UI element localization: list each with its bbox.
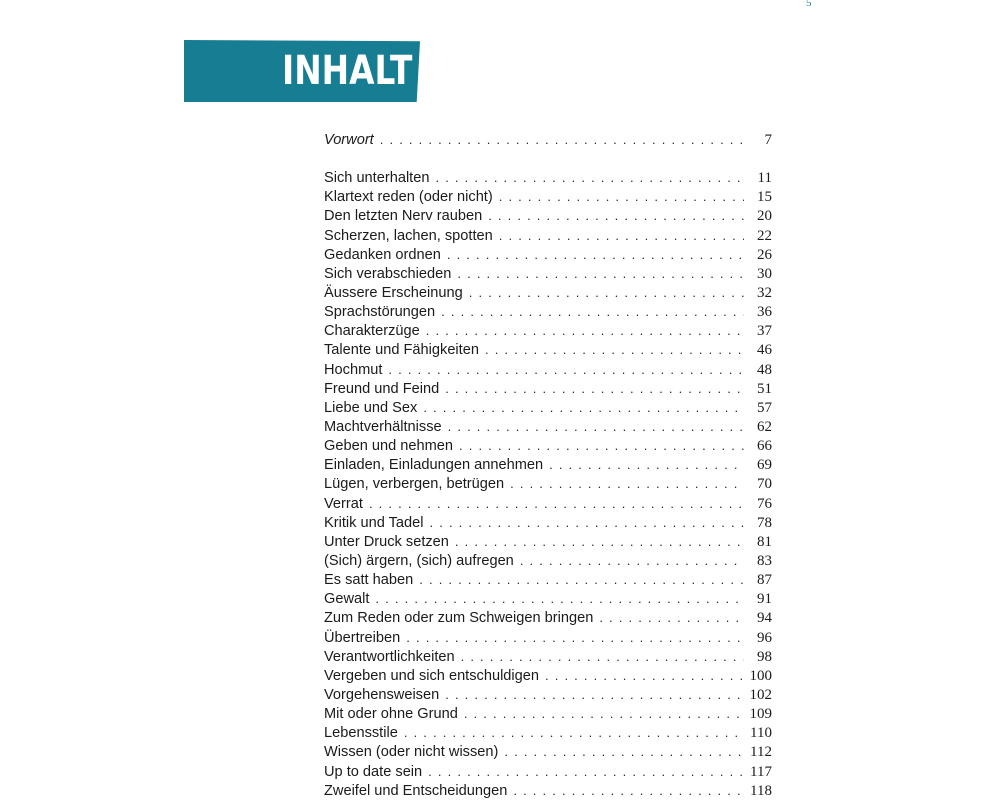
toc-entry-page: 15 [757,189,772,206]
toc-preface[interactable] [324,130,772,149]
toc-entry[interactable] [324,781,772,800]
toc-entry-title: Gedanken ordnen [324,246,441,263]
toc-entry-page: 30 [757,265,772,282]
toc-dot-leader [430,513,744,532]
toc-entry-page: 69 [757,457,772,474]
page-number: 5 [806,0,812,9]
toc-dot-leader [469,283,744,302]
toc-entry[interactable] [324,417,772,436]
toc-dot-leader [369,494,744,513]
table-of-contents [324,130,772,800]
toc-entry-page: 76 [757,495,772,512]
toc-dot-leader [435,168,744,187]
toc-entry-page: 37 [757,323,772,340]
toc-entry[interactable] [324,570,772,589]
toc-dot-leader [441,302,744,321]
toc-dot-leader [520,551,744,570]
toc-dot-leader [380,130,744,149]
toc-entry[interactable] [324,494,772,513]
toc-entry-title: Hochmut [324,361,383,378]
toc-entry-title: Wissen (oder nicht wissen) [324,744,499,761]
toc-entry-page: 118 [750,782,772,799]
toc-entry[interactable] [324,666,772,685]
toc-dot-leader [404,723,744,742]
toc-entry[interactable] [324,379,772,398]
toc-entry[interactable] [324,551,772,570]
toc-entry[interactable] [324,398,772,417]
toc-dot-leader [419,570,744,589]
toc-dot-leader [545,666,743,685]
toc-dot-leader [445,685,743,704]
toc-entry-page: 70 [757,476,772,493]
toc-entry-title: Freund und Feind [324,380,440,397]
toc-entry-title: Lügen, verbergen, betrügen [324,476,505,493]
toc-entry-page: 57 [757,399,772,416]
toc-entry[interactable] [324,762,772,781]
toc-entry-page: 36 [757,304,772,321]
toc-entry-title: Sich verabschieden [324,265,452,282]
toc-entry-title: Scherzen, lachen, spotten [324,227,493,244]
page-title: INHALT [282,48,413,94]
toc-dot-leader [447,245,744,264]
toc-entry-page: 78 [757,514,772,531]
toc-entry-title: Gewalt [324,591,370,608]
toc-entry[interactable] [324,302,772,321]
toc-entry-title: Mit oder ohne Grund [324,706,458,723]
toc-entry[interactable] [324,474,772,493]
toc-dot-leader [464,704,744,723]
toc-dot-leader [388,360,744,379]
toc-entry-page: 51 [757,380,772,397]
toc-entry-page: 11 [757,170,772,187]
toc-dot-leader [510,474,744,493]
toc-entry-title: Vorgehensweisen [324,686,440,703]
toc-entry-page: 81 [757,533,772,550]
toc-entry-page: 110 [750,725,772,742]
toc-entry-title: Machtverhältnisse [324,418,442,435]
toc-entry-page: 20 [757,208,772,225]
toc-entry-title: Sprachstörungen [324,304,436,321]
toc-entry[interactable] [324,283,772,302]
toc-entry[interactable] [324,168,772,187]
toc-dot-leader [448,417,744,436]
toc-entry-title: Lebensstile [324,725,398,742]
toc-entry-page: 32 [757,284,772,301]
toc-dot-leader [504,742,744,761]
toc-entry[interactable] [324,187,772,206]
toc-dot-leader [428,762,744,781]
toc-entry[interactable] [324,742,772,761]
toc-entry-page: 117 [750,763,772,780]
toc-entry-page: 26 [757,246,772,263]
toc-entry-title: Klartext reden (oder nicht) [324,189,493,206]
toc-entry-page: 112 [750,744,772,761]
toc-entry[interactable] [324,513,772,532]
toc-dot-leader [499,187,744,206]
toc-entry[interactable] [324,723,772,742]
toc-entry-title: Vergeben und sich entschuldigen [324,667,540,684]
toc-entry-title: Zweifel und Entscheidungen [324,782,508,799]
toc-entry[interactable] [324,608,772,627]
toc-entry-page: 62 [757,418,772,435]
toc-entry-title: Einladen, Einladungen annehmen [324,457,544,474]
toc-entry[interactable] [324,589,772,608]
toc-entry-page: 102 [749,686,772,703]
toc-dot-leader [599,608,744,627]
toc-entry-page: 100 [749,667,772,684]
toc-entry-title: Vorwort [324,132,374,148]
toc-entry-page: 96 [757,629,772,646]
toc-entry-title: Charakterzüge [324,323,420,340]
toc-entry-title: Unter Druck setzen [324,533,449,550]
toc-entry[interactable] [324,245,772,264]
toc-entry-title: Kritik und Tadel [324,514,424,531]
toc-entry-page: 22 [757,227,772,244]
toc-entry[interactable] [324,264,772,283]
toc-entry-title: Den letzten Nerv rauben [324,208,483,225]
toc-entry-title: Verantwortlichkeiten [324,648,455,665]
toc-entry-page: 83 [757,552,772,569]
toc-entry-page: 91 [757,591,772,608]
toc-entry[interactable] [324,685,772,704]
toc-entry-title: Übertreiben [324,629,401,646]
toc-dot-leader [485,340,744,359]
toc-entry[interactable] [324,321,772,340]
toc-entry-title: Sich unterhalten [324,170,430,187]
toc-dot-leader [445,379,744,398]
toc-dot-leader [457,264,744,283]
toc-entry-title: Es satt haben [324,572,414,589]
toc-entry-page: 94 [757,610,772,627]
toc-dot-leader [423,398,744,417]
toc-entry-title: Talente und Fähigkeiten [324,342,479,359]
toc-entry-page: 98 [757,648,772,665]
toc-dot-leader [455,532,744,551]
toc-entry[interactable] [324,532,772,551]
toc-entry[interactable] [324,647,772,666]
toc-entry[interactable] [324,206,772,225]
toc-dot-leader [513,781,744,800]
toc-entry-list [324,168,772,800]
toc-entry-page: 7 [764,132,772,148]
toc-entry-title: Geben und nehmen [324,438,454,455]
toc-dot-leader [459,436,744,455]
toc-entry[interactable] [324,436,772,455]
toc-entry-page: 109 [749,706,772,723]
toc-dot-leader [461,647,744,666]
toc-entry-title: (Sich) ärgern, (sich) aufregen [324,552,514,569]
toc-entry-title: Äussere Erscheinung [324,284,463,301]
toc-entry[interactable] [324,226,772,245]
toc-entry-page: 48 [757,361,772,378]
toc-dot-leader [499,226,744,245]
toc-entry-title: Liebe und Sex [324,399,418,416]
toc-entry-title: Verrat [324,495,363,512]
toc-dot-leader [549,455,744,474]
toc-dot-leader [375,589,744,608]
toc-entry-page: 66 [757,438,772,455]
toc-entry-title: Zum Reden oder zum Schweigen bringen [324,610,594,627]
toc-dot-leader [488,206,744,225]
toc-entry[interactable] [324,340,772,359]
toc-entry-page: 46 [757,342,772,359]
toc-dot-leader [406,628,744,647]
toc-entry-title: Up to date sein [324,763,423,780]
toc-dot-leader [426,321,744,340]
toc-entry[interactable] [324,455,772,474]
toc-entry[interactable] [324,704,772,723]
toc-entry-page: 87 [757,572,772,589]
toc-entry[interactable] [324,360,772,379]
toc-entry[interactable] [324,628,772,647]
